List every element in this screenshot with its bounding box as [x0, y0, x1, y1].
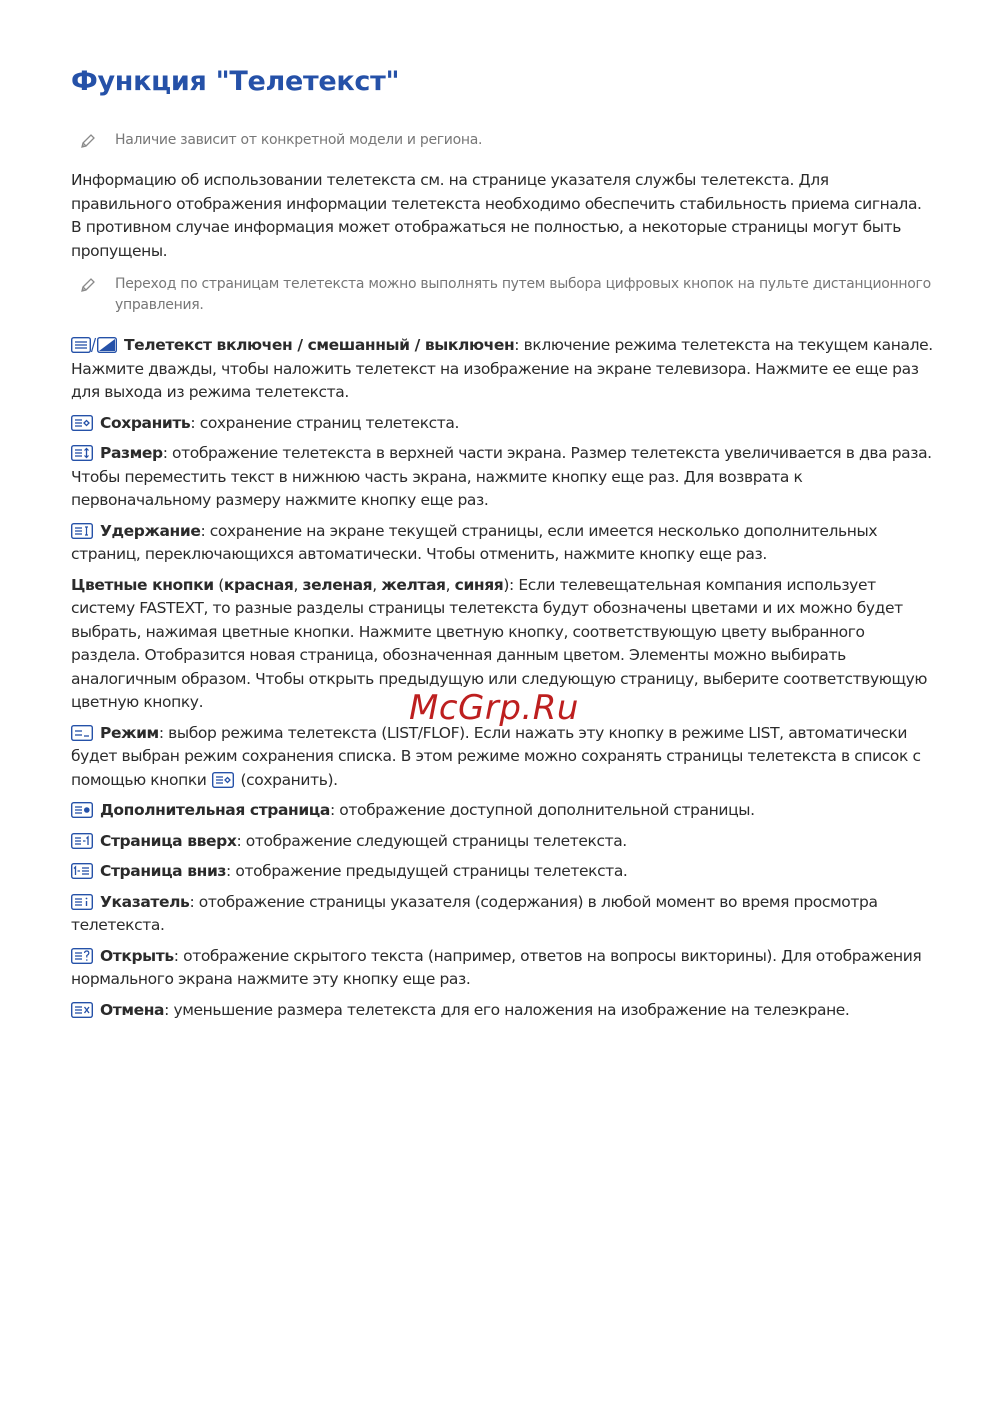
yellow-label: желтая — [381, 575, 446, 594]
description: : отображение скрытого текста (например, ответов на вопросы викторины). Для отображения нормального экрана нажмите эту кнопку еще раз. — [71, 946, 922, 988]
term: Отмена — [100, 1000, 165, 1019]
paren-open: ( — [213, 575, 224, 594]
term: Сохранить — [100, 413, 191, 432]
term: Удержание — [100, 521, 201, 540]
description: : выбор режима телетекста (LIST/FLOF). Если нажать эту кнопку в режиме LIST, автоматически будет выбран режим сохранения списка. В этом режиме можно сохранять страницы телетекста в список с помощью кнопки — [71, 723, 921, 789]
description: : отображение предыдущей страницы телетекста. — [226, 862, 628, 880]
term: Размер — [100, 444, 163, 462]
intro-paragraph: Информацию об использовании телетекста см. на странице указателя службы телетекста. Для правильного отображения информации телетекста необходимо обеспечить стабильность приема сигнала. В противном случае информация может отображаться не полностью, а некоторые страницы могут быть пропущены. — [71, 171, 922, 260]
description: : отображение страницы указателя (содержания) в любой момент во время просмотра телетекста. — [71, 892, 878, 934]
term: Режим — [100, 723, 159, 742]
item-size — [71, 442, 933, 513]
watermark: McGrp.Ru — [409, 688, 579, 728]
separator: , — [293, 575, 303, 594]
index-icon — [71, 894, 93, 910]
description: : сохранение страниц телетекста. — [190, 413, 460, 432]
sub-page-icon — [71, 802, 93, 818]
hold-icon — [71, 523, 93, 539]
description: : отображение доступной дополнительной страницы. — [329, 801, 755, 819]
page-down-icon — [71, 863, 93, 879]
item-hold — [71, 520, 933, 567]
description: : сохранение на экране текущей страницы, если имеется несколько дополнительных страниц, переключающихся автоматически. Чтобы отменить, нажмите кнопку еще раз. — [71, 521, 878, 563]
term: Страница вверх — [100, 831, 237, 850]
term: Указатель — [100, 892, 190, 911]
description-end: (сохранить). — [235, 770, 338, 789]
term: Телетекст включен / смешанный / выключен — [124, 336, 515, 354]
item-teletext — [71, 334, 933, 405]
item-cancel — [71, 999, 933, 1023]
description: : Если телевещательная компания использует систему FASTEXT, то разные разделы страницы телетекста будут обозначены цветами и их можно будет выбрать, нажимая цветные кнопки. Нажмите цветную кнопку, соответствующую цвету выбранного раздела. Отобразится новая страница, обозначенная данным цветом. Элементы можно выбирать аналогичным образом. Чтобы открыть предыдущую или следующую страницу, выберите соответствующую цветную кнопку. — [71, 575, 928, 711]
red-label: красная — [223, 575, 294, 594]
item-page-down — [71, 860, 933, 884]
description: : включение режима телетекста на текущем канале. Нажмите дважды, чтобы наложить телетекст на изображение на экране телевизора. Нажмите ее еще раз для выхода из режима телетекста. — [71, 336, 933, 401]
description: : отображение следующей страницы телетекста. — [236, 831, 627, 850]
item-store — [71, 412, 933, 436]
description: : уменьшение размера телетекста для его наложения на изображение на телеэкране. — [164, 1000, 850, 1019]
note-navigation — [71, 274, 933, 316]
page-up-icon — [71, 833, 93, 849]
store-icon — [212, 772, 234, 788]
content — [71, 130, 933, 1029]
item-subpage — [71, 799, 933, 823]
separator: , — [445, 575, 455, 594]
size-icon — [71, 445, 93, 461]
blue-label: синяя — [454, 575, 504, 594]
green-label: зеленая — [302, 575, 373, 594]
term: Цветные кнопки — [71, 575, 214, 594]
pencil-icon — [79, 132, 97, 150]
term: Открыть — [100, 946, 174, 965]
paren-close: ) — [503, 575, 509, 594]
page-title: Функция "Телетекст" — [71, 66, 400, 97]
description: : отображение телетекста в верхней части экрана. Размер телетекста увеличивается в два раза. Чтобы переместить текст в нижнюю часть экрана, нажмите кнопку еще раз. Для возврата к первоначальному размеру нажмите кнопку еще раз. — [71, 444, 932, 509]
item-index — [71, 891, 933, 938]
item-page-up — [71, 830, 933, 854]
term: Страница вниз — [100, 862, 227, 880]
mode-icon — [71, 725, 93, 741]
item-mode — [71, 722, 933, 793]
teletext-on-mix-icon — [71, 337, 117, 353]
note-text: Наличие зависит от конкретной модели и региона. — [115, 132, 483, 148]
pencil-icon — [79, 276, 97, 294]
separator: , — [372, 575, 382, 594]
cancel-icon — [71, 1002, 93, 1018]
note-availability — [71, 130, 933, 151]
store-icon — [71, 415, 93, 431]
reveal-icon — [71, 948, 93, 964]
note-text: Переход по страницам телетекста можно выполнять путем выбора цифровых кнопок на пульте дистанционного управления. — [115, 276, 931, 313]
term: Дополнительная страница — [100, 801, 330, 819]
item-reveal — [71, 945, 933, 992]
